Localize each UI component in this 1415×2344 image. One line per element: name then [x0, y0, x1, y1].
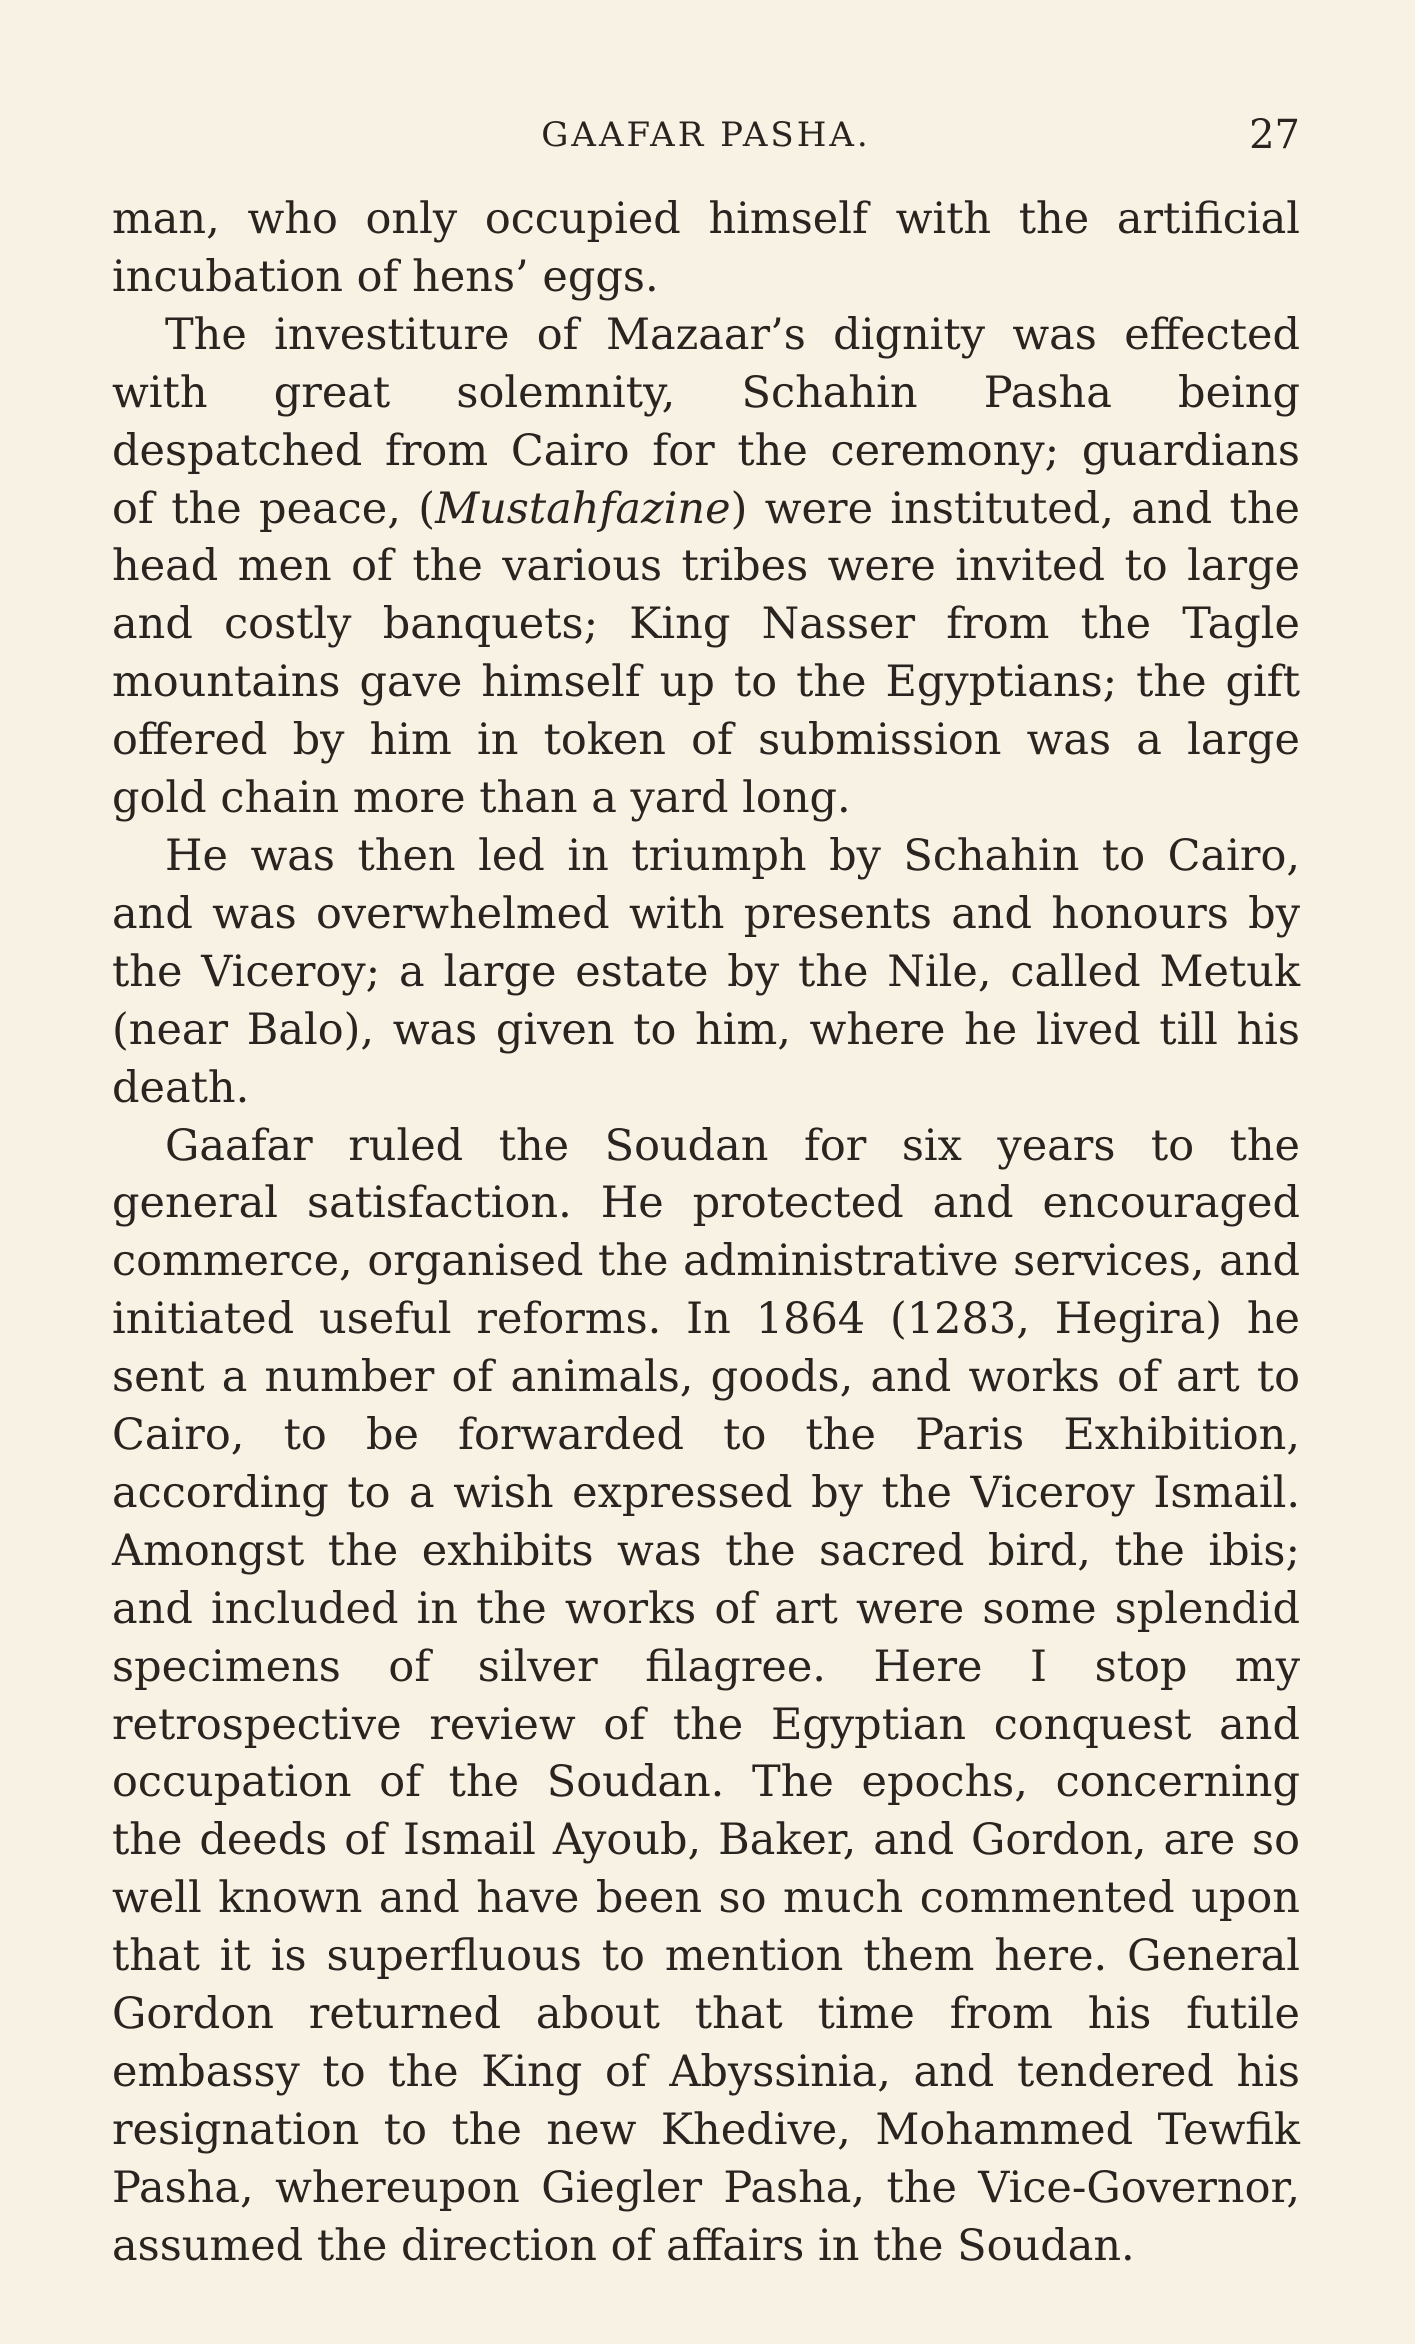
- page-number: 27: [1249, 112, 1300, 158]
- paragraph-investiture-text-start: The investiture of Mazaar’s dignity was effected with great solemnity, Schahin Pasha being despatched from Cairo for the ceremony; guardians of the peace, (: [112, 309, 1300, 534]
- paragraph-gaafar-rule: Gaafar ruled the Soudan for six years to the general satisfaction. He protected and encouraged commerce, organised the administrative services, and initiated useful reforms. In 1864 (1283, Hegira) he sent a number of animals, goods, and works of art to Cairo, to be forwarded to the Paris Exhibition, according to a wish expressed by the Viceroy Ismail. Amongst the exhibits was the sacred bird, the ibis; and included in the works of art were some splendid specimens of silver filagree. Here I stop my retrospective review of the Egyptian conquest and occupation of the Soudan. The epochs, concerning the deeds of Ismail Ayoub, Baker, and Gordon, are so well known and have been so much commented upon that it is superfluous to mention them here. General Gordon returned about that time from his futile embassy to the King of Abyssinia, and tendered his resignation to the new Khedive, Mohammed Tewfik Pasha, whereupon Giegler Pasha, the Vice-Governor, assumed the direction of affairs in the Soudan.: [112, 1120, 1300, 2271]
- running-title: GAAFAR PASHA.: [541, 115, 871, 155]
- paragraph-continuation: man, who only occupied himself with the artificial incubation of hens’ eggs.: [112, 194, 1300, 302]
- paragraph-triumph: He was then led in triumph by Schahin to Cairo, and was overwhelmed with presents and honours by the Viceroy; a large estate by the Nile, called Metuk (near Balo), was given to him, where he lived till his death.: [112, 830, 1300, 1113]
- paragraph-investiture-text-end: ) were instituted, and the head men of the various tribes were invited to large and costly banquets; King Nasser from the Tagle mountains gave himself up to the Egyptians; the gift offered by him in token of submission was a large gold chain more than a yard long.: [112, 483, 1300, 824]
- text-body: [112, 191, 1300, 2276]
- paragraph-investiture: [112, 307, 1300, 828]
- running-head: [112, 110, 1300, 160]
- italic-term-mustahfazine: Mustahfazine: [435, 483, 731, 534]
